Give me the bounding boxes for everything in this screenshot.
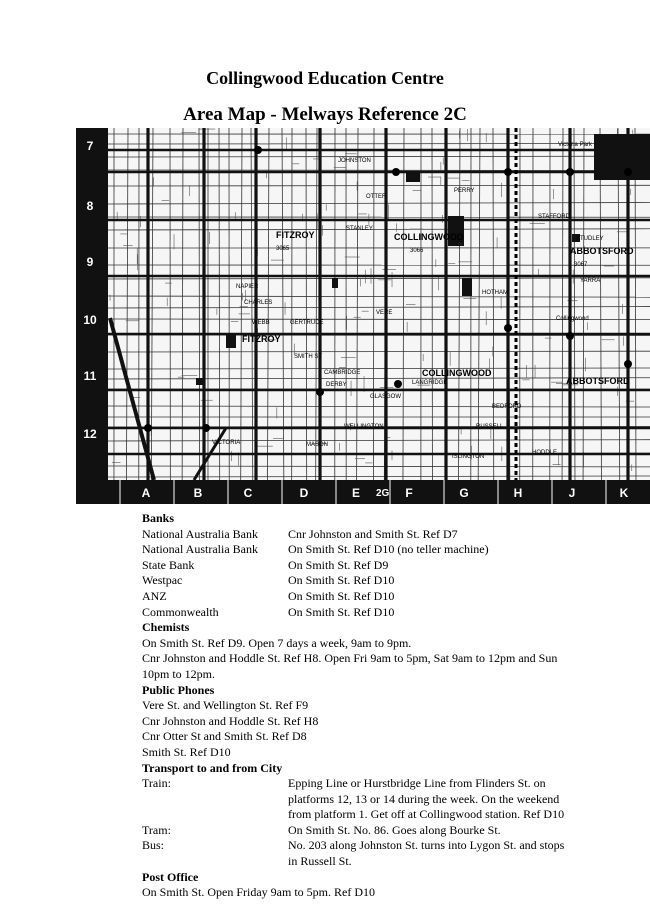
phones-heading: Public Phones bbox=[142, 682, 215, 697]
map-place-label: OTTER bbox=[366, 194, 387, 200]
map-row-label: 10 bbox=[83, 313, 97, 327]
map-building bbox=[332, 278, 338, 288]
banks-list bbox=[142, 527, 602, 621]
post-office-line: On Smith St. Open Friday 9am to 5pm. Ref D10 bbox=[142, 885, 375, 900]
phone-line: Cnr Otter St and Smith St. Ref D8 bbox=[142, 729, 307, 744]
phone-line: Cnr Johnston and Hoddle St. Ref H8 bbox=[142, 713, 319, 728]
map-place-label: 3066 bbox=[410, 248, 424, 254]
map-column-label: E bbox=[351, 486, 361, 500]
bank-detail: On Smith St. Ref D10 bbox=[288, 588, 395, 603]
map-column-label: D bbox=[299, 486, 309, 500]
chemist-line: 10pm to 12pm. bbox=[142, 666, 216, 681]
map-column-label: J bbox=[568, 486, 576, 500]
map-point bbox=[566, 332, 574, 340]
transport-detail-line: On Smith St. No. 86. Goes along Bourke St. bbox=[288, 822, 501, 837]
bank-detail: On Smith St. Ref D10 bbox=[288, 573, 395, 588]
map-building bbox=[406, 172, 420, 182]
map-column-label: B bbox=[193, 486, 203, 500]
document-title: Collingwood Education Centre bbox=[206, 68, 444, 88]
map-place-label: YARRA bbox=[580, 278, 601, 284]
bank-row bbox=[142, 558, 602, 574]
map-building bbox=[594, 134, 650, 180]
map-place-label: Victoria Park bbox=[558, 142, 592, 148]
banks-heading: Banks bbox=[142, 511, 175, 525]
map-point bbox=[202, 424, 210, 432]
map-place-label: MASON bbox=[306, 442, 329, 448]
chemists-heading: Chemists bbox=[142, 620, 190, 635]
bank-row bbox=[142, 573, 602, 589]
bank-name: National Australia Bank bbox=[142, 526, 258, 541]
map-place-label: PERRY bbox=[454, 188, 475, 194]
bank-row bbox=[142, 527, 602, 543]
transport-mode: Train: bbox=[142, 776, 171, 791]
map-place-label: HOTHAM bbox=[482, 290, 508, 296]
map-row-label: 7 bbox=[86, 139, 94, 153]
map-place-label: RUSSELL bbox=[476, 424, 504, 430]
bank-detail: On Smith St. Ref D9 bbox=[288, 557, 389, 572]
map-place-label: BEDFORD bbox=[492, 404, 522, 410]
bank-name: State Bank bbox=[142, 557, 195, 572]
transport-detail-line: from platform 1. Get off at Collingwood station. Ref D10 bbox=[288, 807, 565, 822]
map-place-label: STAFFORD bbox=[538, 214, 570, 220]
bank-name: Westpac bbox=[142, 573, 183, 588]
transport-row-bus bbox=[142, 838, 602, 869]
map-place-label: WEBB bbox=[252, 320, 270, 326]
map-building bbox=[226, 334, 236, 348]
map-column-label: H bbox=[513, 486, 523, 500]
map-place-label: 3065 bbox=[276, 246, 290, 252]
map-point bbox=[392, 168, 400, 176]
map-place-label: JOHNSTON bbox=[338, 158, 371, 164]
map-place-label: LANGRIDGE bbox=[412, 380, 448, 386]
map-point bbox=[144, 424, 152, 432]
transport-detail-line: Epping Line or Hurstbridge Line from Flinders St. on bbox=[288, 776, 546, 791]
bank-row bbox=[142, 605, 602, 621]
bank-name: Commonwealth bbox=[142, 604, 219, 619]
map-place-label: FITZROY bbox=[242, 334, 281, 344]
map-row-label: 11 bbox=[83, 369, 97, 383]
bank-detail: On Smith St. Ref D10 (no teller machine) bbox=[288, 542, 489, 557]
map-place-label: Collingwood bbox=[556, 316, 589, 322]
bank-row bbox=[142, 542, 602, 558]
map-point bbox=[624, 168, 632, 176]
transport-mode: Tram: bbox=[142, 822, 171, 837]
map-bottom-border bbox=[76, 480, 650, 504]
map-place-label: STANLEY bbox=[346, 226, 373, 232]
directory-info bbox=[142, 511, 602, 901]
transport-detail-line: platforms 12, 13 or 14 during the week. On the weekend bbox=[288, 791, 560, 806]
map-place-label: CAMBRIDGE bbox=[324, 370, 361, 376]
map-place-label: GERTRUDE bbox=[290, 320, 324, 326]
map-place-label: ISLINGTON bbox=[452, 454, 485, 460]
transport-detail-line: No. 203 along Johnston St. turns into Lygon St. and stops bbox=[288, 838, 565, 853]
bank-name: National Australia Bank bbox=[142, 542, 258, 557]
map-place-label: VICTORIA bbox=[212, 440, 241, 446]
map-place-label: COLLINGWOOD bbox=[422, 368, 492, 378]
map-place-label: ABBOTSFORD bbox=[570, 246, 634, 256]
phone-line: Smith St. Ref D10 bbox=[142, 744, 231, 759]
map-place-label: CHARLES bbox=[244, 300, 273, 306]
map-place-label: HODDLE bbox=[532, 450, 558, 456]
map-row-label: 8 bbox=[86, 199, 94, 213]
map-point bbox=[566, 168, 574, 176]
map-point bbox=[316, 388, 324, 396]
map-column-label: G bbox=[459, 486, 469, 500]
bank-detail: Cnr Johnston and Smith St. Ref D7 bbox=[288, 526, 458, 541]
map-point bbox=[394, 380, 402, 388]
map-place-label: FITZROY bbox=[276, 230, 315, 240]
map-column-label: K bbox=[619, 486, 629, 500]
map-page-reference: 2G bbox=[376, 488, 390, 499]
map-place-label: COLLINGWOOD bbox=[394, 232, 464, 242]
phone-line: Vere St. and Wellington St. Ref F9 bbox=[142, 698, 309, 713]
map-title: Area Map - Melways Reference 2C bbox=[183, 104, 467, 125]
chemist-line: Cnr Johnston and Hoddle St. Ref H8. Open Fri 9am to 5pm, Sat 9am to 12pm and Sun bbox=[142, 651, 558, 666]
map-place-label: WELLINGTON bbox=[344, 424, 384, 430]
map-building bbox=[196, 378, 203, 385]
map-place-label: ABBOTSFORD bbox=[566, 376, 630, 386]
transport-row-tram bbox=[142, 823, 602, 839]
chemist-line: On Smith St. Ref D9. Open 7 days a week, 9am to 9pm. bbox=[142, 635, 412, 650]
bank-detail: On Smith St. Ref D10 bbox=[288, 604, 395, 619]
map-column-label: C bbox=[243, 486, 253, 500]
transport-detail-line: in Russell St. bbox=[288, 854, 352, 869]
transport-row-train bbox=[142, 776, 602, 823]
map-place-label: SMITH ST bbox=[294, 354, 322, 360]
map-place-label: VERE bbox=[376, 310, 393, 316]
map-point bbox=[254, 146, 262, 154]
map-place-label: GLASGOW bbox=[370, 394, 402, 400]
map-point bbox=[624, 360, 632, 368]
map-place-label: DERBY bbox=[326, 382, 347, 388]
map-column-label: A bbox=[141, 486, 151, 500]
bank-row bbox=[142, 589, 602, 605]
map-point bbox=[504, 324, 512, 332]
map-place-label: 3067 bbox=[574, 262, 588, 268]
map-row-label: 9 bbox=[86, 255, 94, 269]
map-building bbox=[462, 278, 472, 296]
post-office-heading: Post Office bbox=[142, 869, 199, 884]
map-column-label: F bbox=[405, 486, 413, 500]
transport-heading: Transport to and from City bbox=[142, 760, 283, 775]
area-map bbox=[76, 128, 650, 504]
map-row-label: 12 bbox=[83, 427, 97, 441]
bank-name: ANZ bbox=[142, 588, 167, 603]
map-point bbox=[504, 168, 512, 176]
map-place-label: NAPIER bbox=[236, 284, 259, 290]
map-place-label: STUDLEY bbox=[576, 236, 604, 242]
transport-mode: Bus: bbox=[142, 838, 165, 853]
